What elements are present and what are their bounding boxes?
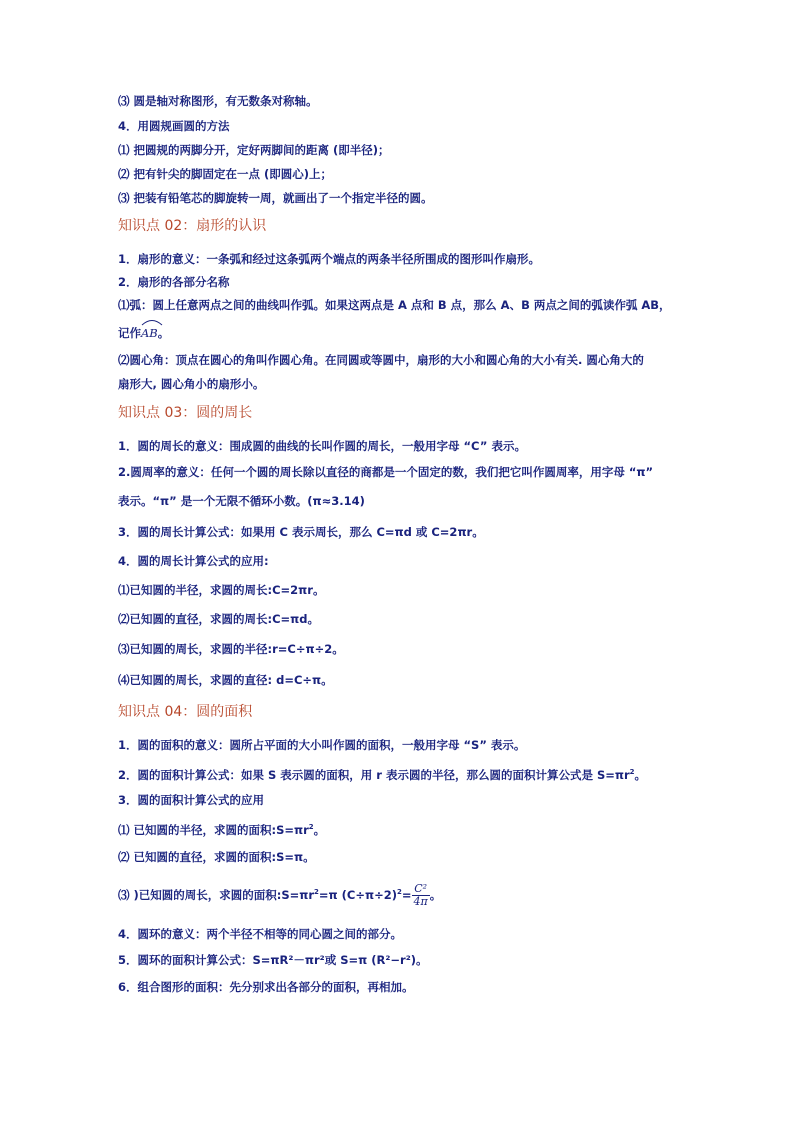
text-span: 2．圆的面积计算公式：如果 S 表示圆的面积，用 r 表示圆的半径，那么圆的面积计算公式是 S=πr <box>118 767 630 782</box>
text-line: 1．圆的周长的意义：围成圆的曲线的长叫作圆的周长，一般用字母 “C” 表示。 <box>118 439 526 453</box>
arc-notation-line <box>118 324 169 342</box>
superscript: 2 <box>308 823 314 831</box>
section-heading: 知识点 03：圆的周长 <box>118 405 253 421</box>
text-span: 。 <box>429 887 442 902</box>
text-span: 。 <box>313 822 326 837</box>
text-line: ⑶ 把装有铅笔芯的脚旋转一周，就画出了一个指定半径的圆。 <box>118 191 433 205</box>
text-line: ⑴已知圆的半径，求圆的周长:C=2πr。 <box>118 583 325 597</box>
section-heading: 知识点 04：圆的面积 <box>118 704 253 720</box>
text-line: ⑴弧：圆上任意两点之间的曲线叫作弧。如果这两点是 A 点和 B 点，那么 A、B 两点之间的弧读作弧 AB， <box>118 298 671 312</box>
text-line: ⑵已知圆的直径，求圆的周长:C=πd。 <box>118 612 320 626</box>
arc-ab-symbol <box>141 324 158 342</box>
text-line: 1．圆的面积的意义：圆所占平面的大小叫作圆的面积，一般用字母 “S” 表示。 <box>118 738 526 752</box>
formula-line <box>118 763 646 784</box>
fraction-denominator: 4π <box>413 894 428 908</box>
text-line: 4．圆的周长计算公式的应用: <box>118 554 269 568</box>
text-line: ⑷已知圆的周长，求圆的直径: d=C÷π。 <box>118 673 333 687</box>
text-line: 1．扇形的意义：一条弧和经过这条弧两个端点的两条半径所围成的图形叫作扇形。 <box>118 252 540 266</box>
arc-label: AB <box>141 326 158 340</box>
arc-mark-icon <box>141 318 163 326</box>
text-line: 3．圆的面积计算公式的应用 <box>118 793 265 807</box>
text-line: 3．圆的周长计算公式：如果用 C 表示周长，那么 C=πd 或 C=2πr。 <box>118 525 484 539</box>
formula-line <box>118 875 441 909</box>
text-span: =π (C÷π÷2) <box>318 887 397 902</box>
text-line: ⑵圆心角：顶点在圆心的角叫作圆心角。在同圆或等圆中，扇形的大小和圆心角的大小有关. 圆心角大的 <box>118 353 644 367</box>
fraction <box>412 883 430 908</box>
text-line: 扇形大, 圆心角小的扇形小。 <box>118 377 265 391</box>
text-line: 表示。“π” 是一个无限不循环小数。(π≈3.14) <box>118 494 365 508</box>
text-span: 。 <box>157 326 170 340</box>
superscript: 2 <box>629 768 635 776</box>
text-line: 2.圆周率的意义：任何一个圆的周长除以直径的商都是一个固定的数，我们把它叫作圆周率，用字母 “π” <box>118 465 654 479</box>
superscript: 2 <box>396 888 402 896</box>
text-line: ⑴ 把圆规的两脚分开，定好两脚间的距离 (即半径)； <box>118 143 390 157</box>
section-heading: 知识点 02：扇形的认识 <box>118 218 267 234</box>
text-line: 5．圆环的面积计算公式：S=πR²－πr²或 S=π (R²−r²)。 <box>118 953 428 967</box>
text-span: 记作 <box>118 326 141 340</box>
text-line: ⑵ 已知圆的直径，求圆的面积:S=π。 <box>118 850 315 864</box>
text-line: 6．组合图形的面积：先分别求出各部分的面积，再相加。 <box>118 980 414 994</box>
superscript: 2 <box>314 888 319 896</box>
text-span: ⑴ 已知圆的半径，求圆的面积:S=πr <box>118 822 309 837</box>
text-line: 2．扇形的各部分名称 <box>118 275 230 289</box>
fraction-numerator: C² <box>412 883 430 896</box>
text-line: ⑶ 圆是轴对称图形，有无数条对称轴。 <box>118 94 318 108</box>
text-span: 。 <box>634 767 647 782</box>
text-line: ⑶已知圆的周长，求圆的半径:r=C÷π÷2。 <box>118 642 344 656</box>
text-line: ⑵ 把有针尖的脚固定在一点 (即圆心)上； <box>118 167 333 181</box>
text-line: 4．圆环的意义：两个半径不相等的同心圆之间的部分。 <box>118 927 402 941</box>
text-span: ⑶ )已知圆的周长，求圆的面积:S=πr <box>118 887 315 902</box>
formula-line <box>118 818 325 839</box>
text-line: 4．用圆规画圆的方法 <box>118 119 230 133</box>
text-span: = <box>401 887 412 902</box>
